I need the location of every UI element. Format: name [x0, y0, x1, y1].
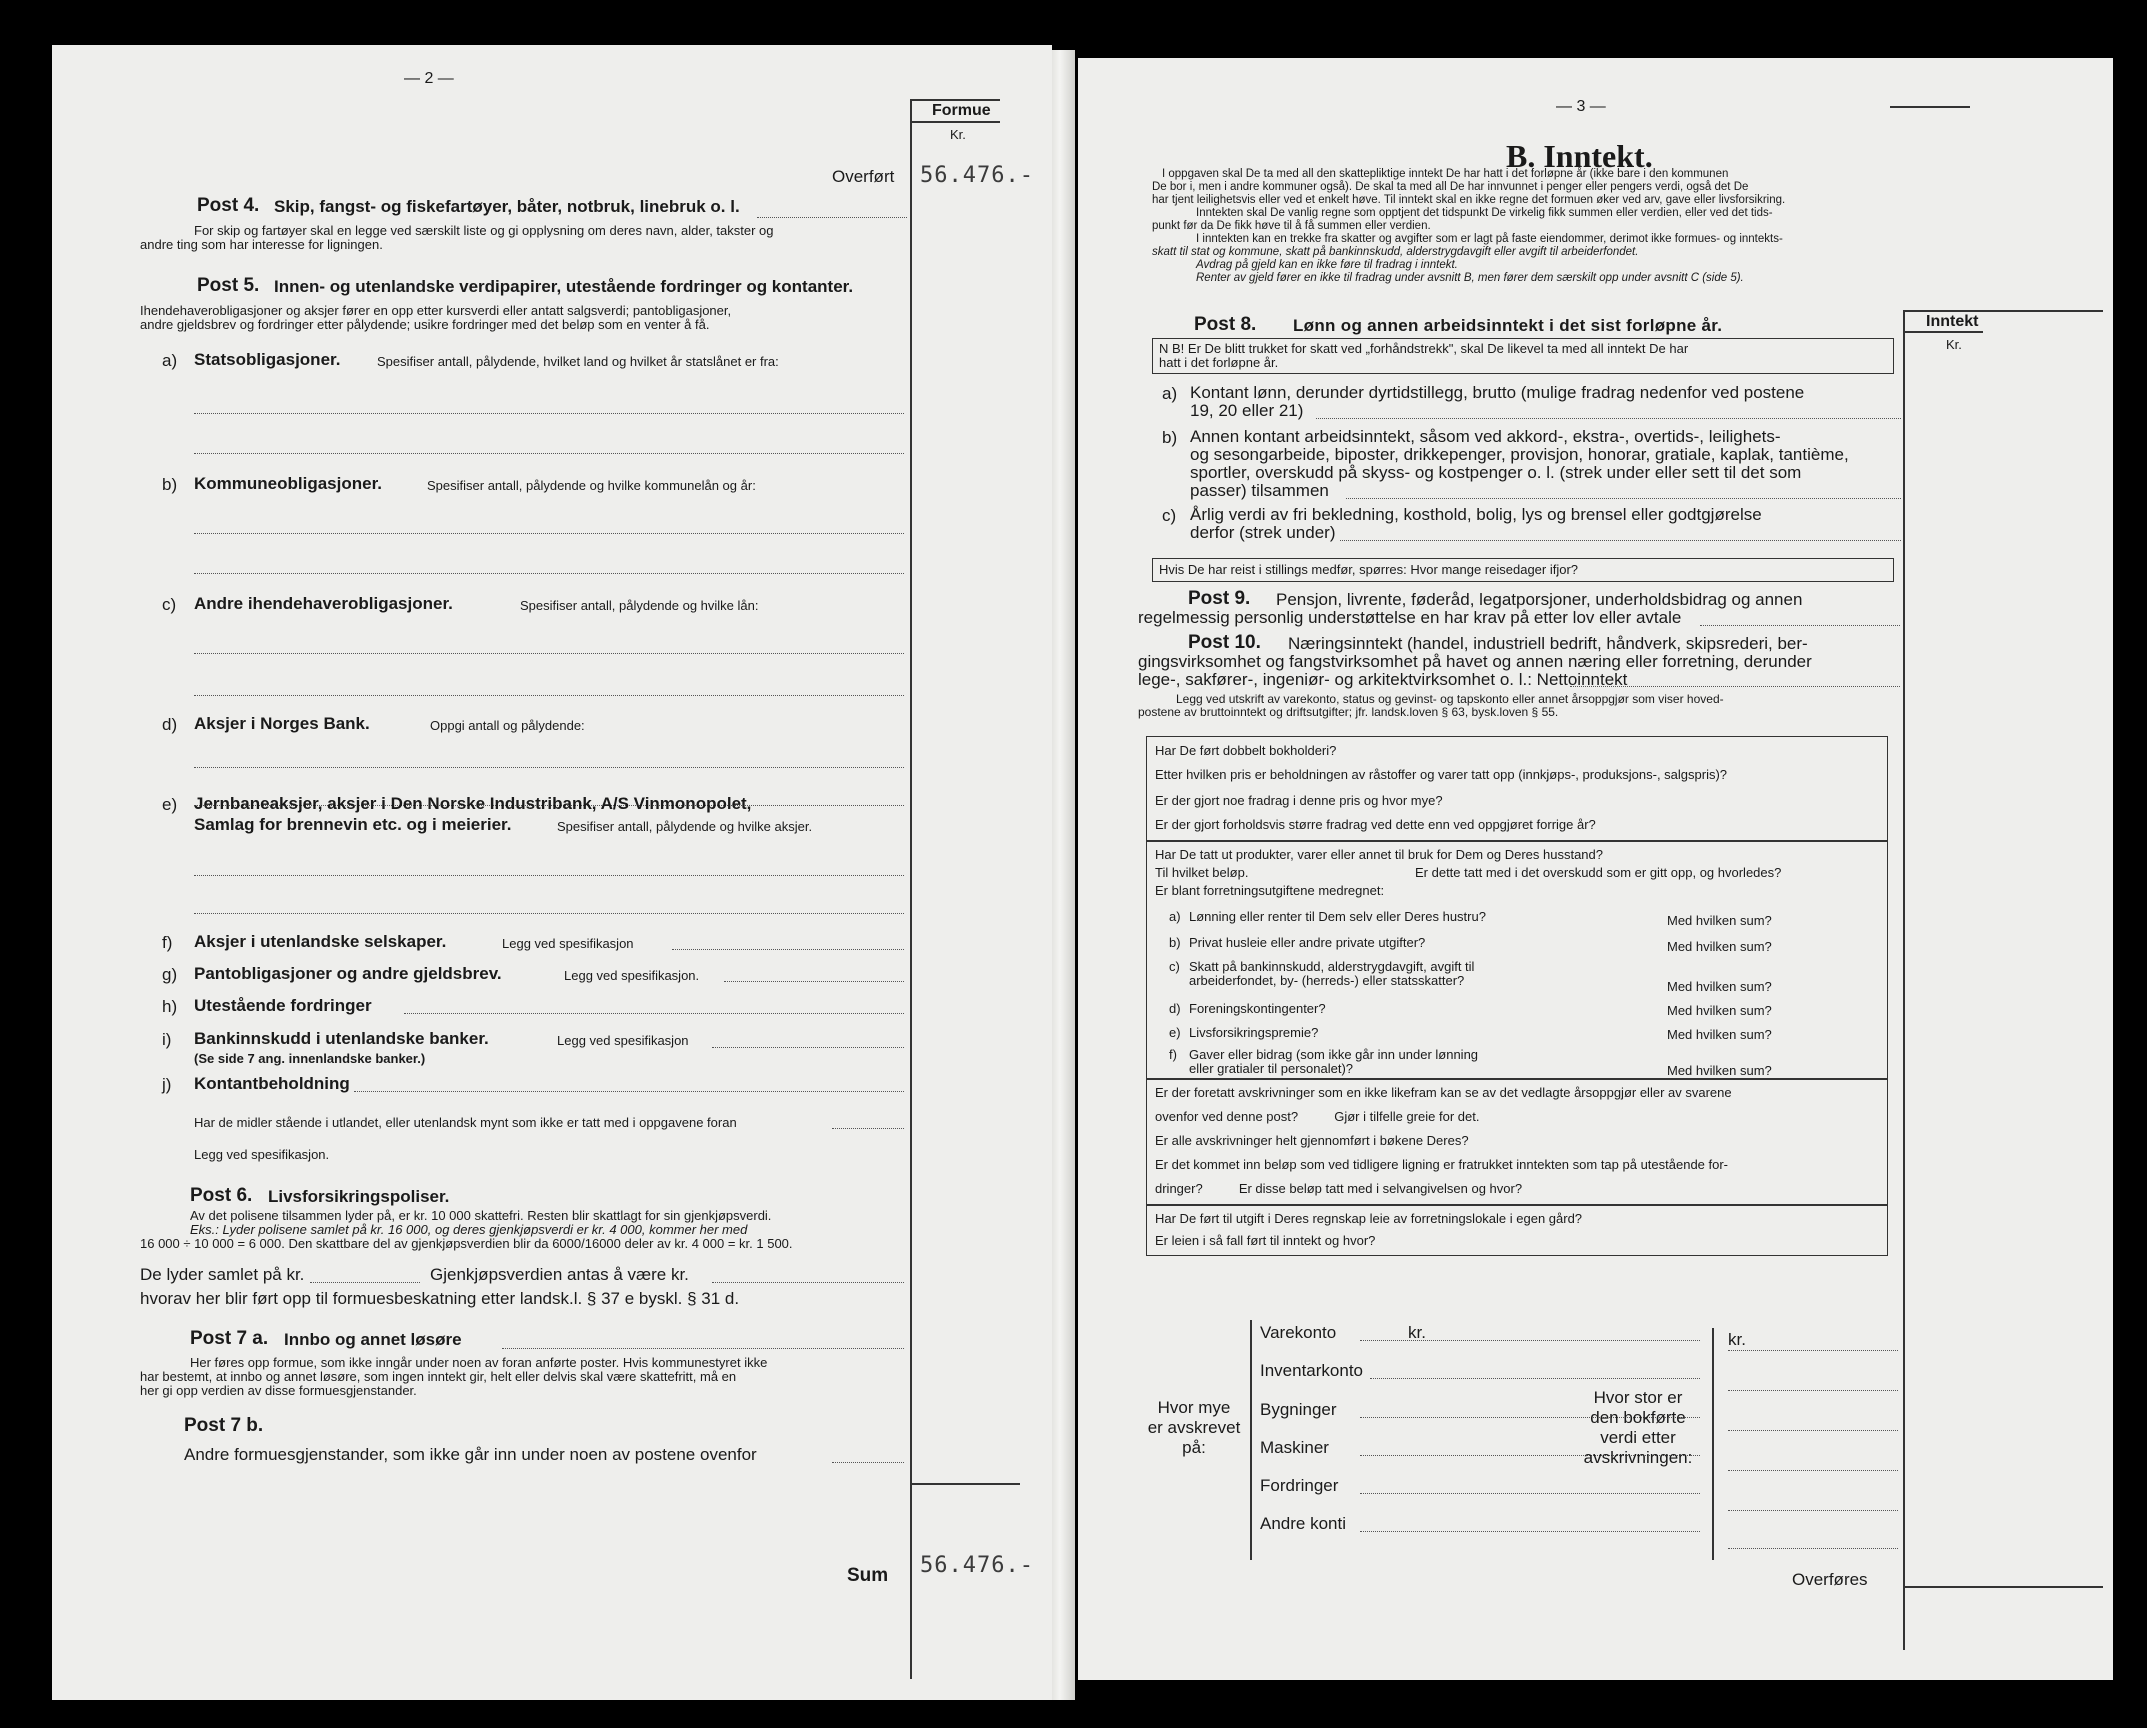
item-letter: d)	[1169, 1001, 1181, 1016]
post6-field-label: De lyder samlet på kr.	[140, 1265, 305, 1284]
deprec-label: verdi etter	[1600, 1428, 1676, 1447]
deprec-item: Andre konti	[1260, 1514, 1346, 1533]
sum-label: Sum	[847, 1565, 889, 1586]
post8-heading: Lønn og annen arbeidsinntekt i det sist forløpne år.	[1293, 316, 1723, 335]
deprec-label: er avskrevet	[1147, 1418, 1241, 1437]
item-letter: c)	[1169, 959, 1180, 974]
box-item-text: Privat husleie eller andre private utgifter?	[1189, 935, 1426, 950]
post6-heading: Livsforsikringspoliser.	[268, 1187, 450, 1206]
item-letter: a)	[162, 351, 178, 370]
box-question: Er der gjort forholdsvis større fradrag ved dette enn ved oppgjøret forrige år?	[1155, 817, 1596, 832]
item-letter: a)	[1169, 909, 1181, 924]
post6-text: hvorav her blir ført opp til formuesbeskatning etter landsk.l. § 37 e byskl. § 31 d.	[140, 1289, 740, 1308]
item-letter: e)	[1169, 1025, 1181, 1040]
post8-c-text: Årlig verdi av fri bekledning, kosthold, bolig, lys og brensel eller godtgjørelse	[1190, 505, 1762, 524]
item-letter: h)	[162, 997, 178, 1016]
box-question: Har De ført dobbelt bokholderi?	[1155, 743, 1337, 758]
post8-b-text: sportler, overskudd på skyss- og kostpenger o. l. (strek under eller sett til det som	[1190, 463, 1802, 482]
deprec-label: på:	[1182, 1438, 1206, 1457]
item-heading: Andre ihendehaverobligasjoner.	[194, 594, 453, 613]
post4-heading: Skip, fangst- og fiskefartøyer, båter, notbruk, linebruk o. l.	[274, 197, 740, 216]
page-number: — 3 —	[1556, 98, 1606, 115]
box-item-amount-q: Med hvilken sum?	[1667, 913, 1772, 928]
post6-text: 16 000 ÷ 10 000 = 6 000. Den skattbare del av gjenkjøpsverdien blir da 6000/16000 deler av kr. 4 000 = kr. 1 500.	[140, 1236, 793, 1251]
column-rule	[1903, 310, 1905, 1650]
post7a-title: Post 7 a.	[190, 1328, 269, 1349]
item-letter: c)	[162, 595, 177, 614]
post10-text: gingsvirksomhet og fangstvirksomhet på havet og annen næring eller forretning, derunder	[1138, 652, 1812, 671]
box-item-amount-q: Med hvilken sum?	[1667, 1003, 1772, 1018]
item-heading: Aksjer i utenlandske selskaper.	[194, 932, 447, 951]
deprec-label: Hvor mye	[1157, 1398, 1231, 1417]
post10-text: Næringsinntekt (handel, industriell bedrift, håndverk, skipsrederi, ber-	[1288, 634, 1808, 653]
header-rule	[1890, 106, 1970, 108]
box-question: Har De tatt ut produkter, varer eller annet til bruk for Dem og Deres husstand?	[1155, 847, 1603, 862]
deprec-item: Fordringer	[1260, 1476, 1339, 1495]
post4-note: For skip og fartøyer skal en legge ved særskilt liste og gi opplysning om deres navn, alder, takster og	[194, 223, 774, 238]
column-header-rule	[1903, 331, 1983, 333]
post7b-text: Andre formuesgjenstander, som ikke går inn under noen av postene ovenfor	[184, 1445, 757, 1464]
page-number: — 2 —	[404, 70, 454, 87]
deprec-item: Bygninger	[1260, 1400, 1337, 1419]
deprec-label: Hvor stor er	[1593, 1388, 1683, 1407]
post9-text: regelmessig personlig understøttelse en har krav på etter lov eller avtale	[1138, 608, 1682, 627]
item-letter: j)	[162, 1075, 172, 1094]
box-item-text: Lønning eller renter til Dem selv eller Deres hustru?	[1189, 909, 1486, 924]
box-question: Er alle avskrivninger helt gjennomført i bøkene Deres?	[1155, 1133, 1469, 1148]
post9-title: Post 9.	[1188, 588, 1251, 609]
post8-a-text: Kontant lønn, derunder dyrtidstillegg, brutto (mulige fradrag nedenfor ved postene	[1190, 383, 1805, 402]
post10-text: lege-, sakfører-, ingeniør- og arkitektvirksomhet o. l.: Nettoinntekt	[1138, 670, 1628, 689]
post5-note: Ihendehaverobligasjoner og aksjer fører en opp etter kursverdi eller antatt salgsverdi; pantobligasjoner,	[140, 303, 732, 318]
right-page	[1078, 58, 2113, 1680]
post8-b-text: Annen kontant arbeidsinntekt, såsom ved akkord-, ekstra-, overtids-, leilighets-	[1190, 427, 1781, 446]
section-title: B. Inntekt.	[1506, 138, 1653, 174]
item-instruction: Spesifiser antall, pålydende og hvilke aksjer.	[557, 819, 813, 834]
rent-box	[1146, 1204, 1888, 1256]
box-question: Er leien i så fall ført til inntekt og hvor?	[1155, 1233, 1376, 1248]
post10-title: Post 10.	[1188, 632, 1261, 653]
item-instruction: Oppgi antall og pålydende:	[430, 718, 585, 733]
bookkeeping-box	[1146, 736, 1888, 842]
sum-rule	[910, 1483, 1020, 1485]
box-question: Er dette tatt med i det overskudd som er gitt opp, og hvorledes?	[1415, 865, 1782, 880]
post9-text: Pensjon, livrente, føderåd, legatporsjoner, underholdsbidrag og annen	[1276, 590, 1803, 609]
column-top-rule	[1903, 310, 2103, 312]
item-heading: Kontantbeholdning	[194, 1074, 350, 1093]
item-instruction: Spesifiser antall, pålydende og hvilke lån:	[520, 598, 759, 613]
j-note: Har de midler stående i utlandet, eller utenlandsk mynt som ikke er tatt med i oppgavene foran	[194, 1115, 737, 1130]
item-heading: Samlag for brennevin etc. og i meierier.	[194, 815, 512, 834]
item-letter: g)	[162, 965, 178, 984]
box-question: Etter hvilken pris er beholdningen av råstoffer og varer tatt opp (innkjøps-, produksjons-, salgspris)?	[1155, 767, 1728, 782]
box-question: Er der foretatt avskrivninger som en ikke likefram kan se av det vedlagte årsoppgjør eller av svarene	[1155, 1085, 1732, 1100]
post7b-title: Post 7 b.	[184, 1415, 264, 1436]
deprec-item: Varekonto	[1260, 1323, 1337, 1342]
post8-b-text: og sesongarbeide, biposter, drikkepenger, provisjon, honorar, gratiale, kaplak, tantième,	[1190, 445, 1849, 464]
box-question: dringer? Er disse beløp tatt med i selvangivelsen og hvor?	[1155, 1181, 1523, 1196]
item-instruction: Spesifiser antall, pålydende og hvilke kommunelån og år:	[427, 478, 756, 493]
table-rule	[1250, 1320, 1252, 1560]
item-heading: Bankinnskudd i utenlandske banker.	[194, 1029, 489, 1048]
box-question: Er blant forretningsutgiftene medregnet:	[1155, 883, 1385, 898]
item-letter: b)	[162, 475, 178, 494]
intro-text: skatt til stat og kommune, skatt på bankinnskudd, alderstrygdavgift eller avgift til arbeiderfondet.	[1152, 246, 1639, 258]
post5-heading: Innen- og utenlandske verdipapirer, utestående fordringer og kontanter.	[274, 277, 854, 296]
nb-box	[1152, 338, 1894, 374]
column-rule	[910, 99, 912, 1679]
box-question: ovenfor ved denne post? Gjør i tilfelle greie for det.	[1155, 1109, 1480, 1124]
post7a-text: Her føres opp formue, som ikke inngår under noen av foran anførte poster. Hvis kommunestyret ikke	[190, 1355, 768, 1370]
intro-text: har tjent leilighetsvis eller ved et enkelt høve. Til inntekt skal en ikke regne det formuen øker ved arv, gave eller livsforsikring.	[1152, 194, 1786, 206]
post6-field-label: Gjenkjøpsverdien antas å være kr.	[430, 1265, 689, 1284]
intro-text: I inntekten kan en trekke fra skatter og avgifter som er lagt på faste eiendommer, derimot ikke formues- og inntekts-	[1196, 233, 1783, 245]
post8-b-text: passer) tilsammen	[1190, 481, 1329, 500]
intro-text: punkt før da De fikk høve til å få summen eller verdien.	[1152, 220, 1431, 232]
post10-note: postene av bruttoinntekt og driftsutgifter; jfr. landsk.loven § 63, bysk.loven § 55.	[1138, 705, 1559, 719]
column-header: Inntekt	[1926, 313, 1979, 330]
deprec-item: Maskiner	[1260, 1438, 1329, 1457]
item-letter: b)	[1169, 935, 1181, 950]
post8-a-text: 19, 20 eller 21)	[1190, 401, 1304, 420]
item-instruction: Legg ved spesifikasjon.	[564, 968, 700, 983]
item-letter: d)	[162, 715, 178, 734]
j-note: Legg ved spesifikasjon.	[194, 1147, 330, 1162]
item-letter: e)	[162, 795, 178, 814]
item-heading: Jernbaneaksjer, aksjer i Den Norske Industribank, A/S Vinmonopolet,	[194, 794, 752, 813]
deprec-kr: kr.	[1728, 1330, 1746, 1349]
item-instruction: Legg ved spesifikasjon	[557, 1033, 689, 1048]
deprec-label: den bokførte	[1590, 1408, 1686, 1427]
intro-text: I oppgaven skal De ta med all den skattepliktige inntekt De har hatt i det forløpne år (ikke bare i den kommunen	[1162, 168, 1729, 180]
nb-text: hatt i det forløpne år.	[1159, 355, 1279, 370]
item-instruction: Spesifiser antall, pålydende, hvilket land og hvilket år statslånet er fra:	[377, 354, 779, 369]
intro-text: De bor i, men i andre kommuner også). De skal ta med all De har innvunnet i penger eller pengers verdi, også det De	[1152, 181, 1749, 193]
post6-title: Post 6.	[190, 1185, 253, 1206]
column-top-rule	[910, 99, 1000, 101]
left-page	[52, 45, 1052, 1700]
post6-text: Eks.: Lyder polisene samlet på kr. 16 000, og deres gjenkjøpsverdi er kr. 4 000, kommer her med	[190, 1222, 748, 1237]
column-unit: Kr.	[1946, 337, 1962, 352]
carry-rule	[1903, 1586, 2103, 1588]
column-unit: Kr.	[950, 127, 966, 142]
deprec-label: avskrivningen:	[1583, 1448, 1693, 1467]
box-item-text: Skatt på bankinnskudd, alderstrygdavgift, avgift til	[1189, 959, 1475, 974]
post7a-text: her gi opp verdien av disse formuesgjenstander.	[140, 1383, 417, 1398]
post6-text: Av det polisene tilsammen lyder på, er kr. 10 000 skattefri. Resten blir skattlagt for sin gjenkjøpsverdi.	[190, 1208, 772, 1223]
item-heading: Statsobligasjoner.	[194, 350, 341, 369]
intro-text: Renter av gjeld fører en ikke til fradrag under avsnitt B, men fører dem særskilt opp under avsnitt C (side 5).	[1196, 272, 1744, 284]
deprec-kr: kr.	[1408, 1323, 1426, 1342]
box-question: Er det kommet inn beløp som ved tidligere ligning er fratrukket inntekten som tap på utestående for-	[1155, 1157, 1729, 1172]
post4-title: Post 4.	[197, 195, 260, 216]
box-question: Har De ført til utgift i Deres regnskap leie av forretningslokale i egen gård?	[1155, 1211, 1583, 1226]
box-item-text: Gaver eller bidrag (som ikke går inn under lønning	[1189, 1047, 1479, 1062]
withdrawals-box	[1146, 840, 1888, 1080]
post10-note: Legg ved utskrift av varekonto, status og gevinst- og tapskonto eller annet årsoppgjør som viser hoved-	[1176, 692, 1724, 706]
item-letter: f)	[162, 933, 173, 952]
post8-c-text: derfor (strek under)	[1190, 523, 1336, 542]
item-letter: b)	[1162, 428, 1178, 447]
item-heading: Utestående fordringer	[194, 996, 372, 1015]
box-item-amount-q: Med hvilken sum?	[1667, 1063, 1772, 1078]
item-heading: Kommuneobligasjoner.	[194, 474, 382, 493]
carried-value: 56.476.-	[920, 163, 1034, 188]
depreciation-box	[1146, 1078, 1888, 1206]
box-question: Til hvilket beløp.	[1155, 865, 1249, 880]
sum-value: 56.476.-	[920, 1553, 1034, 1578]
table-rule	[1712, 1328, 1714, 1560]
intro-text: Inntekten skal De vanlig regne som opptjent det tidspunkt De virkelig fikk summen eller verdien, eller ved det tids-	[1196, 207, 1773, 219]
box-item-text: eller gratialer til personalet)?	[1189, 1061, 1354, 1076]
box-item-amount-q: Med hvilken sum?	[1667, 979, 1772, 994]
deprec-item: Inventarkonto	[1260, 1361, 1364, 1380]
item-heading: Aksjer i Norges Bank.	[194, 714, 370, 733]
post5-title: Post 5.	[197, 275, 260, 296]
column-header-rule	[910, 121, 1000, 123]
box-item-text: Livsforsikringspremie?	[1189, 1025, 1319, 1040]
box-item-text: Foreningskontingenter?	[1189, 1001, 1326, 1016]
item-subnote: (Se side 7 ang. innenlandske banker.)	[194, 1051, 426, 1066]
travel-question: Hvis De har reist i stillings medfør, spørres: Hvor mange reisedager ifjor?	[1159, 562, 1579, 577]
item-letter: c)	[1162, 506, 1177, 525]
post8-title: Post 8.	[1194, 314, 1257, 335]
box-item-amount-q: Med hvilken sum?	[1667, 939, 1772, 954]
post4-note: andre ting som har interesse for ligningen.	[140, 237, 383, 252]
travel-box	[1152, 558, 1894, 582]
item-heading: Pantobligasjoner og andre gjeldsbrev.	[194, 964, 502, 983]
column-header: Formue	[932, 102, 991, 119]
post7a-text: har bestemt, at innbo og annet løsøre, som ingen inntekt gir, helt eller delvis skal være skattefritt, må en	[140, 1369, 737, 1384]
post7a-heading: Innbo og annet løsøre	[284, 1330, 462, 1349]
item-instruction: Legg ved spesifikasjon	[502, 936, 634, 951]
box-item-text: arbeiderfondet, by- (herreds-) eller statsskatter?	[1189, 973, 1465, 988]
intro-text: Avdrag på gjeld kan en ikke føre til fradrag i inntekt.	[1196, 259, 1458, 271]
post5-note: andre gjeldsbrev og fordringer etter pålydende; usikre fordringer med det beløp som en venter å få.	[140, 317, 710, 332]
carried-label: Overført	[832, 167, 895, 186]
item-letter: i)	[162, 1030, 172, 1049]
item-letter: f)	[1169, 1047, 1177, 1062]
nb-text: N B! Er De blitt trukket for skatt ved „forhåndstrekk", skal De likevel ta med all inntekt De har	[1159, 341, 1689, 356]
carry-label: Overføres	[1792, 1570, 1868, 1589]
item-letter: a)	[1162, 384, 1178, 403]
box-item-amount-q: Med hvilken sum?	[1667, 1027, 1772, 1042]
box-question: Er der gjort noe fradrag i denne pris og hvor mye?	[1155, 793, 1443, 808]
